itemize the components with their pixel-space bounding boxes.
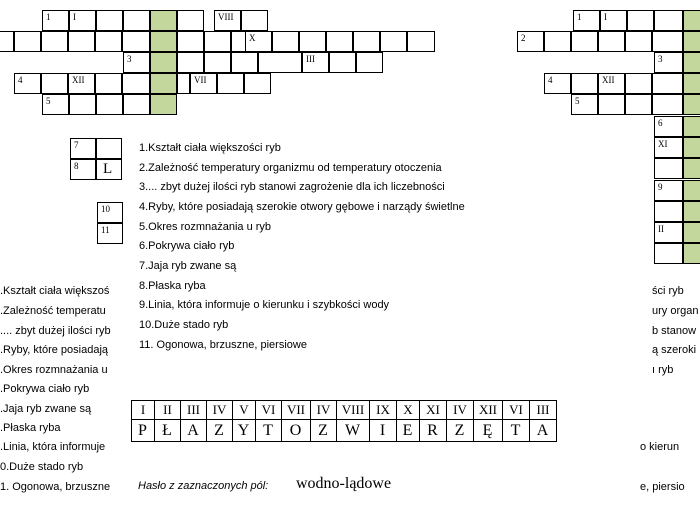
clue-item: 1.Kształt ciała większości ryb	[139, 142, 281, 154]
grid-cell-highlight[interactable]	[683, 243, 700, 264]
right-clue-item: o kierun	[640, 441, 680, 453]
grid-cell[interactable]	[231, 52, 258, 73]
grid-cell[interactable]	[177, 52, 204, 73]
grid-cell-number[interactable]: 4	[544, 73, 571, 94]
answer-letter-cell[interactable]: A	[181, 420, 207, 442]
roman-numeral-cell: III	[530, 401, 557, 420]
clue-item: 6.Pokrywa ciało ryb	[139, 240, 235, 252]
grid-cell-number[interactable]: 4	[14, 73, 41, 94]
grid-cell-highlight[interactable]	[683, 116, 700, 137]
grid-cell-highlight[interactable]	[683, 94, 700, 115]
clue-item: 2.Zależność temperatury organizmu od temperatury otoczenia	[139, 162, 442, 174]
grid-cell[interactable]	[571, 31, 598, 52]
grid-cell[interactable]	[353, 31, 380, 52]
grid-cell-number[interactable]: 7	[70, 138, 96, 159]
grid-cell-highlight[interactable]	[150, 94, 177, 115]
grid-cell-number[interactable]: 11	[97, 223, 123, 244]
answer-letter-cell[interactable]: Z	[447, 420, 474, 442]
right-clue-item: ści ryb	[652, 285, 684, 297]
grid-cell[interactable]	[544, 31, 571, 52]
grid-cell[interactable]	[123, 94, 150, 115]
answer-letter-cell[interactable]: I	[370, 420, 397, 442]
grid-cell-highlight[interactable]	[683, 52, 700, 73]
clue-item: 4.Ryby, które posiadają szerokie otwory gębowe i narządy świetlne	[139, 201, 465, 213]
grid-cell-highlight[interactable]	[683, 180, 700, 201]
grid-cell-highlight[interactable]	[683, 158, 700, 179]
grid-cell[interactable]	[652, 31, 683, 52]
roman-numeral-cell: V	[233, 401, 256, 420]
grid-cell-roman[interactable]: III	[302, 52, 329, 73]
clue-item: 8.Płaska ryba	[139, 280, 206, 292]
grid-cell-highlight[interactable]	[683, 73, 700, 94]
left-clue-item: 0.Duże stado ryb	[0, 461, 84, 473]
roman-numeral-cell: I	[132, 401, 155, 420]
clue-item: 7.Jaja ryb zwane są	[139, 260, 237, 272]
answer-letter-cell[interactable]: O	[282, 420, 311, 442]
answer-letter-cell[interactable]: A	[530, 420, 557, 442]
grid-cell-highlight[interactable]	[683, 222, 700, 243]
roman-numeral-cell: IV	[207, 401, 233, 420]
answer-letter-cell[interactable]: T	[256, 420, 282, 442]
clue-item: 3.... zbyt dużej ilości ryb stanowi zagrożenie dla ich liczebności	[139, 181, 445, 193]
right-clue-item: ı ryb	[652, 364, 674, 376]
grid-cell[interactable]	[244, 73, 271, 94]
grid-cell-highlight[interactable]	[150, 31, 177, 52]
grid-cell[interactable]	[326, 31, 353, 52]
answer-table	[131, 400, 557, 442]
grid-cell[interactable]	[625, 31, 652, 52]
grid-cell-roman[interactable]: VII	[190, 73, 217, 94]
roman-numeral-cell: XII	[474, 401, 503, 420]
grid-cell[interactable]	[654, 158, 683, 179]
roman-numeral-cell: VIII	[337, 401, 370, 420]
grid-cell[interactable]	[299, 31, 326, 52]
grid-cell[interactable]	[258, 52, 302, 73]
grid-cell[interactable]	[272, 31, 299, 52]
grid-cell-number[interactable]: 5	[42, 94, 69, 115]
roman-numeral-cell: VI	[256, 401, 282, 420]
answer-letter-cell[interactable]: W	[337, 420, 370, 442]
grid-cell-number[interactable]: 6	[654, 116, 683, 137]
right-clue-item: e, piersio	[640, 481, 685, 493]
grid-cell-number[interactable]: 10	[97, 202, 123, 223]
left-clue-item: .Ryby, które posiadają	[0, 344, 109, 356]
grid-cell[interactable]	[598, 31, 625, 52]
grid-cell[interactable]	[177, 31, 204, 52]
grid-cell-roman[interactable]: I	[69, 10, 96, 31]
answer-letter-row	[132, 420, 557, 442]
grid-cell-roman[interactable]: X	[245, 31, 272, 52]
answer-letter-cell[interactable]: Ł	[155, 420, 181, 442]
answer-letter-cell[interactable]: P	[132, 420, 155, 442]
grid-cell-roman[interactable]: I	[600, 10, 627, 31]
roman-numeral-row	[132, 401, 557, 420]
grid-cell[interactable]	[329, 52, 356, 73]
roman-numeral-cell: III	[181, 401, 207, 420]
roman-numeral-cell: II	[155, 401, 181, 420]
grid-cell-roman[interactable]: XII	[68, 73, 95, 94]
grid-cell[interactable]	[652, 73, 683, 94]
grid-cell-highlight[interactable]	[683, 137, 700, 158]
grid-cell[interactable]	[217, 73, 244, 94]
clue-item: 5.Okres rozmnażania u ryb	[139, 221, 272, 233]
answer-letter-cell[interactable]: E	[397, 420, 420, 442]
grid-cell-number[interactable]: 2	[517, 31, 544, 52]
roman-numeral-cell: IV	[447, 401, 474, 420]
grid-cell-number[interactable]: 9	[654, 180, 683, 201]
grid-cell-number[interactable]: 1	[573, 10, 600, 31]
grid-cell[interactable]	[380, 31, 407, 52]
grid-cell[interactable]	[625, 73, 652, 94]
roman-numeral-cell: IV	[311, 401, 337, 420]
grid-cell-highlight[interactable]	[150, 52, 177, 73]
left-clue-item: .Pokrywa ciało ryb	[0, 383, 90, 395]
grid-cell[interactable]	[241, 10, 268, 31]
grid-cell-roman[interactable]: II	[654, 222, 683, 243]
clue-item: 10.Duże stado ryb	[139, 319, 229, 331]
grid-cell[interactable]	[654, 243, 683, 264]
roman-numeral-cell: VII	[282, 401, 311, 420]
answer-letter-cell[interactable]: R	[420, 420, 447, 442]
grid-cell[interactable]	[654, 201, 683, 222]
grid-cell-number[interactable]: 3	[123, 52, 150, 73]
grid-cell[interactable]	[598, 94, 625, 115]
grid-cell[interactable]	[571, 73, 598, 94]
grid-cell-highlight[interactable]	[150, 73, 177, 94]
right-clue-item: ury organ	[652, 305, 699, 317]
grid-cell[interactable]	[177, 73, 190, 94]
right-clue-item: b stanow	[652, 325, 697, 337]
password-value: wodno-lądowe	[296, 475, 392, 492]
left-clue-item: 1. Ogonowa, brzuszne	[0, 481, 111, 493]
grid-cell-highlight[interactable]	[683, 31, 700, 52]
answer-letter-cell[interactable]: Z	[311, 420, 337, 442]
grid-cell[interactable]	[123, 10, 150, 31]
roman-numeral-cell: IX	[370, 401, 397, 420]
clue-item: 11. Ogonowa, brzuszne, piersiowe	[139, 339, 307, 351]
grid-cell-number[interactable]: 5	[571, 94, 598, 115]
grid-cell-letter[interactable]: L	[96, 159, 122, 180]
grid-cell[interactable]	[625, 94, 652, 115]
grid-cell-highlight[interactable]	[683, 10, 700, 31]
answer-letter-cell[interactable]: Y	[233, 420, 256, 442]
grid-cell[interactable]	[204, 31, 231, 52]
grid-cell[interactable]	[652, 94, 683, 115]
left-clue-list	[0, 0, 126, 520]
clue-item: 9.Linia, która informuje o kierunku i szybkości wody	[139, 299, 390, 311]
left-clue-item: .Jaja ryb zwane są	[0, 403, 92, 415]
roman-numeral-cell: X	[397, 401, 420, 420]
password-label: Hasło z zaznaczonych pól:	[138, 480, 269, 492]
grid-cell-highlight[interactable]	[150, 10, 177, 31]
grid-cell-number[interactable]: 8	[70, 159, 96, 180]
roman-numeral-cell: VI	[503, 401, 530, 420]
grid-cell[interactable]	[654, 10, 683, 31]
left-clue-item: .Okres rozmnażania u	[0, 364, 108, 376]
left-clue-item: .Kształt ciała większoś	[0, 285, 110, 297]
grid-cell[interactable]	[204, 52, 231, 73]
right-clue-item: ą szeroki	[652, 344, 697, 356]
grid-cell-highlight[interactable]	[683, 201, 700, 222]
left-clue-item: .... zbyt dużej ilości ryb	[0, 325, 111, 337]
answer-letter-cell[interactable]: Ę	[474, 420, 503, 442]
grid-cell[interactable]	[627, 10, 654, 31]
answer-letter-cell[interactable]: Z	[207, 420, 233, 442]
grid-cell[interactable]	[122, 31, 150, 52]
grid-cell[interactable]	[356, 52, 383, 73]
grid-cell[interactable]	[407, 31, 435, 52]
grid-cell[interactable]	[122, 73, 150, 94]
grid-cell[interactable]	[177, 10, 204, 31]
left-clue-item: .Płaska ryba	[0, 422, 61, 434]
grid-cell-roman[interactable]: XI	[654, 137, 683, 158]
grid-cell-number[interactable]: 1	[42, 10, 69, 31]
left-clue-item: .Linia, która informuje	[0, 441, 106, 453]
grid-cell-roman[interactable]: XII	[598, 73, 625, 94]
roman-numeral-cell: XI	[420, 401, 447, 420]
grid-cell-roman[interactable]: VIII	[214, 10, 241, 31]
left-clue-item: .Zależność temperatu	[0, 305, 106, 317]
answer-letter-cell[interactable]: T	[503, 420, 530, 442]
grid-cell-number[interactable]: 3	[654, 52, 683, 73]
